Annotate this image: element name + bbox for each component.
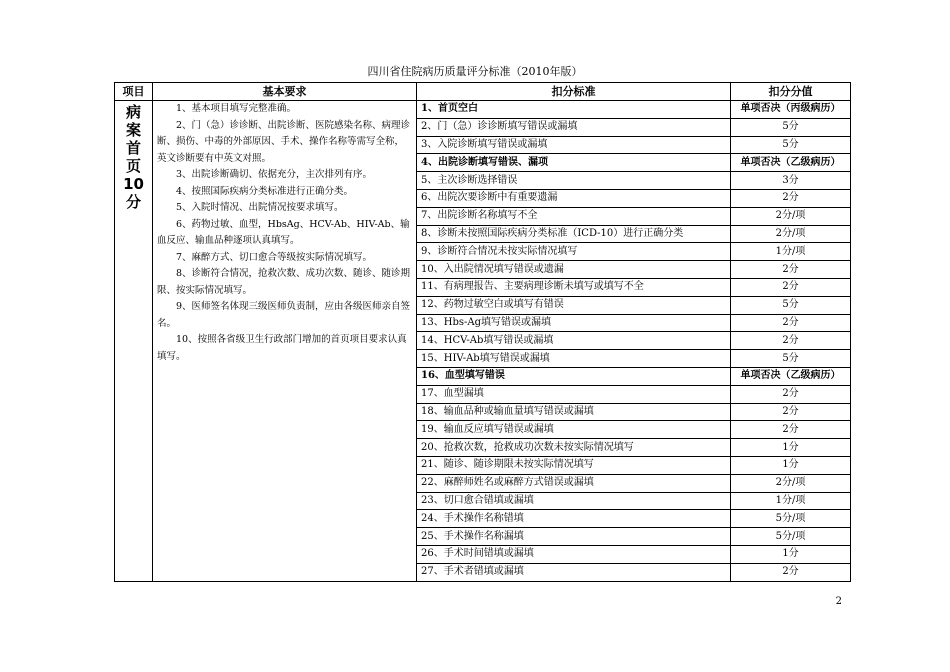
score-cell: 1分 xyxy=(731,439,851,457)
item-char: 页 xyxy=(125,157,141,175)
item-char: 分 xyxy=(125,193,141,211)
score-cell: 2分/项 xyxy=(731,225,851,243)
page-number: 2 xyxy=(835,596,842,607)
criteria-cell: 22、麻醉师姓名或麻醉方式错误或漏填 xyxy=(417,474,731,492)
item-char: 病 xyxy=(125,103,141,121)
scoring-table xyxy=(114,82,851,582)
criteria-cell: 21、随诊、随诊期限未按实际情况填写 xyxy=(417,456,731,474)
score-cell: 1分 xyxy=(731,545,851,563)
requirement-paragraph: 7、麻醉方式、切口愈合等级按实际情况填写。 xyxy=(176,251,373,263)
requirement-paragraph: 1、基本项目填写完整准确。 xyxy=(176,103,297,114)
score-cell: 2分 xyxy=(731,261,851,279)
score-cell: 2分/项 xyxy=(731,207,851,225)
header-item: 项目 xyxy=(115,83,153,101)
requirement-paragraph: 6、药物过敏、血型，HbsAg、HCV-Ab、HIV-Ab、输血反应、输血品种逐项认真填写。 xyxy=(157,218,410,246)
score-cell: 2分/项 xyxy=(731,474,851,492)
criteria-cell: 1、首页空白 xyxy=(417,101,731,119)
document-title: 四川省住院病历质量评分标准（2010年版） xyxy=(367,65,583,78)
requirement-paragraph: 5、入院时情况、出院情况按要求填写。 xyxy=(176,202,344,213)
item-char: 10 xyxy=(123,175,144,193)
header-score: 扣分分值 xyxy=(731,83,851,101)
criteria-cell: 4、出院诊断填写错误、漏项 xyxy=(417,154,731,172)
score-cell: 2分 xyxy=(731,421,851,439)
criteria-cell: 5、主次诊断选择错误 xyxy=(417,172,731,190)
score-cell: 2分 xyxy=(731,314,851,332)
requirement-paragraph: 2、门（急）诊诊断、出院诊断、医院感染名称、病理诊断、损伤、中毒的外部原因、手术、操作名称等需写全称，英文诊断要有中英文对照。 xyxy=(157,119,411,164)
criteria-cell: 18、输血品种或输血量填写错误或漏填 xyxy=(417,403,731,421)
score-cell: 2分 xyxy=(731,385,851,403)
criteria-cell: 17、血型漏填 xyxy=(417,385,731,403)
header-requirement: 基本要求 xyxy=(153,83,417,101)
criteria-cell: 19、输血反应填写错误或漏填 xyxy=(417,421,731,439)
requirement-paragraph: 3、出院诊断确切、依据充分，主次排列有序。 xyxy=(176,169,373,180)
score-cell: 1分/项 xyxy=(731,492,851,510)
score-cell: 单项否决（乙级病历） xyxy=(731,154,851,172)
score-cell: 5分/项 xyxy=(731,510,851,528)
requirement-paragraph: 4、按照国际疾病分类标准进行正确分类。 xyxy=(176,185,354,197)
score-cell: 2分 xyxy=(731,563,851,581)
score-cell: 5分 xyxy=(731,350,851,368)
table-row xyxy=(115,101,851,119)
criteria-cell: 8、诊断未按照国际疾病分类标准（ICD-10）进行正确分类 xyxy=(417,225,731,243)
criteria-cell: 3、入院诊断填写错误或漏填 xyxy=(417,136,731,154)
score-cell: 2分 xyxy=(731,332,851,350)
requirements-cell xyxy=(153,101,417,582)
criteria-cell: 11、有病理报告、主要病理诊断未填写或填写不全 xyxy=(417,278,731,296)
criteria-cell: 2、门（急）诊诊断填写错误或漏填 xyxy=(417,118,731,136)
criteria-cell: 14、HCV-Ab填写错误或漏填 xyxy=(417,332,731,350)
item-cell xyxy=(115,101,153,582)
criteria-cell: 20、抢救次数，抢救成功次数未按实际情况填写 xyxy=(417,439,731,457)
item-char: 首 xyxy=(125,139,141,157)
criteria-cell: 7、出院诊断名称填写不全 xyxy=(417,207,731,225)
criteria-cell: 15、HIV-Ab填写错误或漏填 xyxy=(417,350,731,368)
score-cell: 5分 xyxy=(731,296,851,314)
score-cell: 3分 xyxy=(731,172,851,190)
header-criteria: 扣分标准 xyxy=(417,83,731,101)
requirement-paragraph: 8、诊断符合情况，抢救次数、成功次数、随诊、随诊期限、按实际情况填写。 xyxy=(157,268,411,296)
score-cell: 1分/项 xyxy=(731,243,851,261)
score-cell: 5分/项 xyxy=(731,528,851,546)
criteria-cell: 25、手术操作名称漏填 xyxy=(417,528,731,546)
item-char: 案 xyxy=(125,121,141,139)
score-cell: 5分 xyxy=(731,136,851,154)
score-cell: 2分 xyxy=(731,278,851,296)
criteria-cell: 24、手术操作名称错填 xyxy=(417,510,731,528)
criteria-cell: 12、药物过敏空白或填写有错误 xyxy=(417,296,731,314)
score-cell: 5分 xyxy=(731,118,851,136)
table-header-row xyxy=(115,83,851,101)
criteria-cell: 13、Hbs-Ag填写错误或漏填 xyxy=(417,314,731,332)
criteria-cell: 6、出院次要诊断中有重要遗漏 xyxy=(417,189,731,207)
score-cell: 2分 xyxy=(731,189,851,207)
score-cell: 单项否决（乙级病历） xyxy=(731,367,851,385)
criteria-cell: 16、血型填写错误 xyxy=(417,367,731,385)
requirement-paragraph: 10、按照各省级卫生行政部门增加的首页项目要求认真填写。 xyxy=(157,334,407,362)
criteria-cell: 26、手术时间错填或漏填 xyxy=(417,545,731,563)
criteria-cell: 9、诊断符合情况未按实际情况填写 xyxy=(417,243,731,261)
requirement-paragraph: 9、医师签名体现三级医师负责制，应由各级医师亲自签名。 xyxy=(157,301,411,329)
criteria-cell: 10、入出院情况填写错误或遗漏 xyxy=(417,261,731,279)
score-cell: 2分 xyxy=(731,403,851,421)
score-cell: 单项否决（丙级病历） xyxy=(731,101,851,119)
criteria-cell: 27、手术者错填或漏填 xyxy=(417,563,731,581)
criteria-cell: 23、切口愈合错填或漏填 xyxy=(417,492,731,510)
score-cell: 1分 xyxy=(731,456,851,474)
